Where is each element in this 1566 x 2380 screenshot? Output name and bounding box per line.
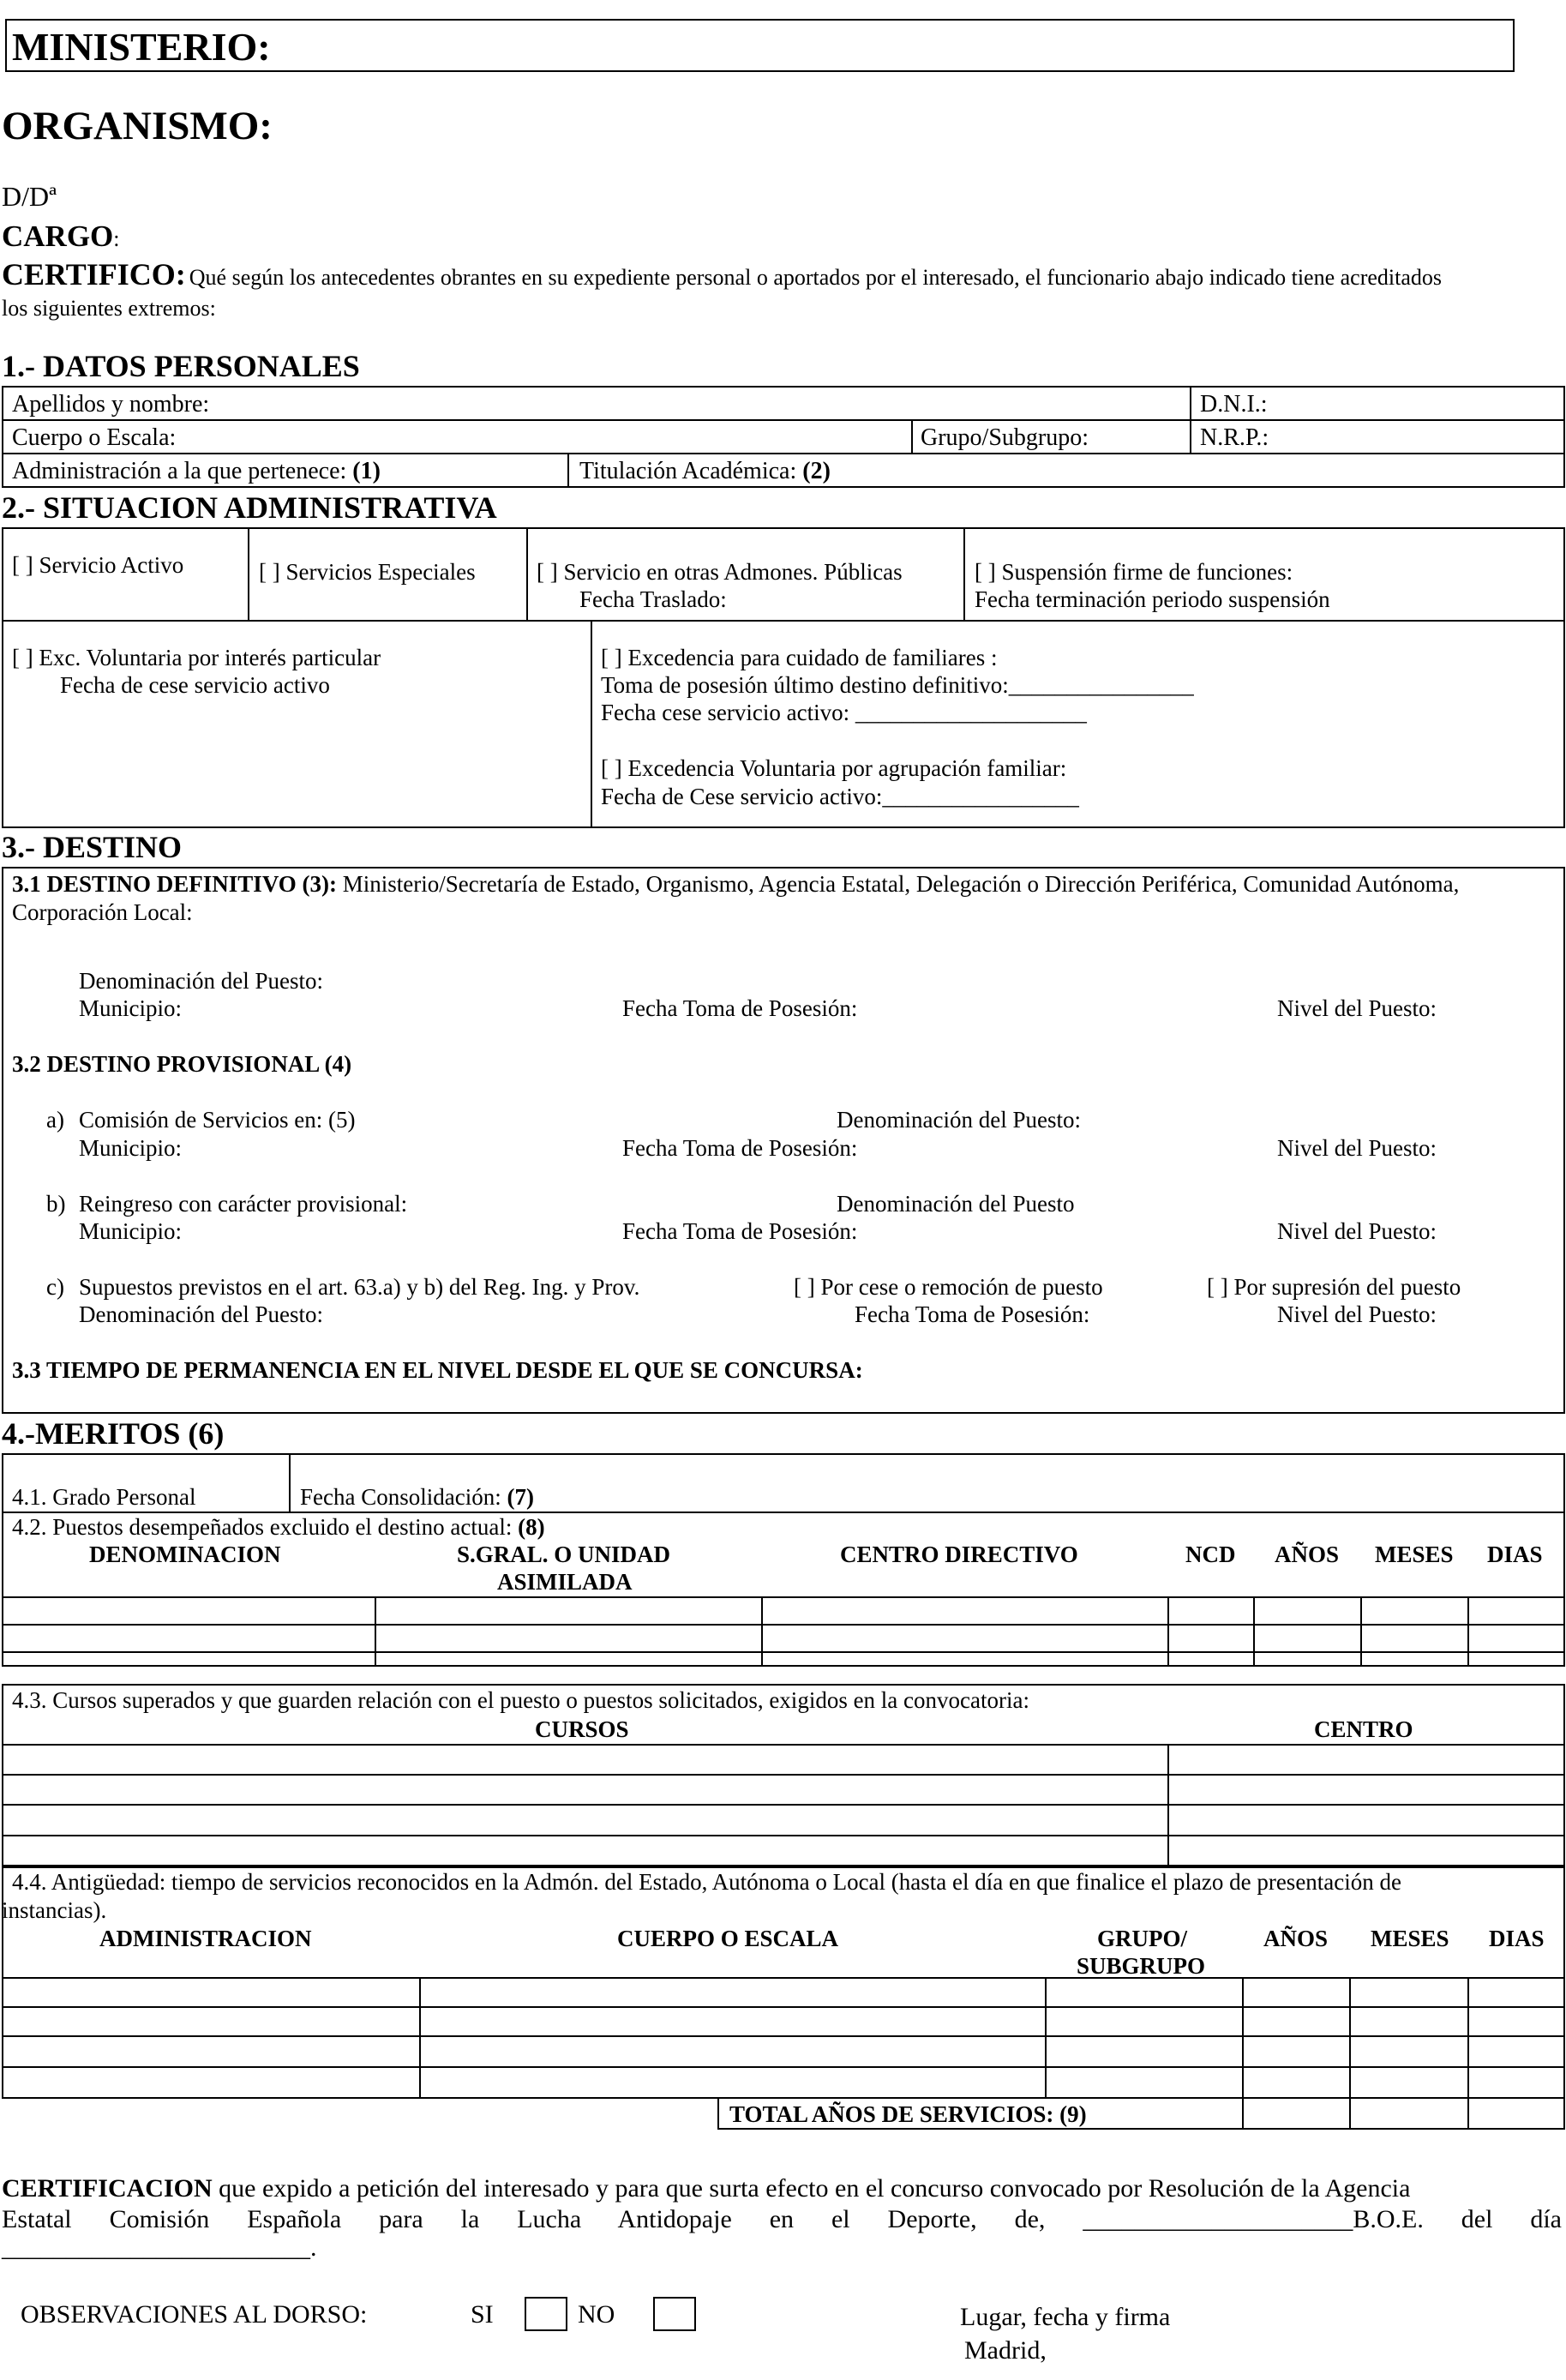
exc-familiares-option: [ ] Excedencia para cuidado de familiares : [601, 645, 998, 670]
col-meses: MESES [1375, 1542, 1454, 1567]
prov-a-comision: Comisión de Servicios en: (5) [79, 1107, 356, 1133]
certificacion-text: que expido a petición del interesado y para que surta efecto en el concurso convocado por Resolución de la Agencia [219, 2174, 1411, 2203]
puestos-note: (8) [518, 1514, 545, 1540]
prov-c-supresion-option: [ ] Por supresión del puesto [1207, 1274, 1461, 1300]
prov-a-municipio: Municipio: [79, 1135, 182, 1161]
prov-b-marker: b) [46, 1191, 66, 1217]
divider [2, 1977, 1565, 1979]
antiguedad-intro: 4.4. Antigüedad: tiempo de servicios reconocidos en la Admón. del Estado, Autónoma o Local (hasta el día en que finalice el plazo de presentación de [12, 1869, 1402, 1895]
consolidacion-label: Fecha Consolidación: [300, 1484, 501, 1510]
divider [1467, 2097, 1469, 2130]
no-checkbox[interactable] [653, 2297, 696, 2331]
nrp-field: N.R.P.: [1200, 424, 1269, 451]
ministerio-label: MINISTERIO: [12, 25, 271, 69]
prov-b-fecha-toma: Fecha Toma de Posesión: [622, 1218, 858, 1244]
prov-c-nivel: Nivel del Puesto: [1277, 1301, 1437, 1327]
cargo-word: CARGO [2, 219, 114, 253]
divider [1467, 1596, 1469, 1667]
col-denominacion: DENOMINACION [89, 1542, 281, 1567]
divider [419, 1977, 421, 2099]
antiguedad-table [2, 1866, 1565, 2099]
grupo-field: Grupo/Subgrupo: [921, 424, 1089, 451]
antiguedad-intro-2: instancias). [2, 1897, 107, 1923]
prov-c-marker: c) [46, 1274, 64, 1300]
cargo-label [2, 221, 120, 251]
certifico-text: Qué según los antecedentes obrantes en su expediente personal o aportados por el interesado, el funcionario abajo indicado tiene acreditados [189, 265, 1443, 290]
divider [1045, 1977, 1047, 2099]
destino-definitivo-line [12, 873, 1459, 896]
divider [911, 419, 913, 454]
section-1-title: 1.- DATOS PERSONALES [2, 349, 360, 383]
dni-field: D.N.I.: [1200, 391, 1268, 418]
cursos-intro: 4.3. Cursos superados y que guarden relación con el puesto o puestos solicitados, exigidos en la convocatoria: [12, 1687, 1029, 1713]
divider [1167, 1596, 1169, 1667]
prov-c-cese-option: [ ] Por cese o remoción de puesto [794, 1274, 1103, 1300]
divider [1190, 386, 1191, 454]
prov-a-fecha-toma: Fecha Toma de Posesión: [622, 1135, 858, 1161]
exc-agrupacion-cese: Fecha de Cese servicio activo:_________________ [601, 784, 1079, 809]
divider [2, 1651, 1565, 1653]
exc-voluntaria-option: [ ] Exc. Voluntaria por interés particular [12, 645, 381, 670]
col-centro: CENTRO [1314, 1716, 1413, 1742]
col-cuerpo-escala: CUERPO O ESCALA [617, 1926, 839, 1951]
prov-a-marker: a) [46, 1107, 64, 1133]
divider [567, 453, 569, 488]
puestos-title [12, 1516, 545, 1539]
destino-provisional-title: 3.2 DESTINO PROVISIONAL (4) [12, 1051, 352, 1077]
titulacion-field [579, 460, 831, 484]
divider [2, 620, 1565, 622]
destino-definitivo-title: 3.1 DESTINO DEFINITIVO (3): [12, 871, 338, 897]
certifico-text-2: los siguientes extremos: [2, 296, 216, 321]
divider [591, 620, 592, 828]
col-cursos: CURSOS [535, 1716, 629, 1742]
destino-definitivo-text-2: Corporación Local: [12, 899, 193, 925]
prov-b-denominacion: Denominación del Puesto [837, 1191, 1075, 1217]
prov-c-denominacion: Denominación del Puesto: [79, 1301, 323, 1327]
exc-agrupacion-option: [ ] Excedencia Voluntaria por agrupación familiar: [601, 755, 1067, 781]
divider [289, 1453, 291, 1513]
prov-c-fecha-toma: Fecha Toma de Posesión: [855, 1301, 1090, 1327]
apellidos-field: Apellidos y nombre: [12, 391, 210, 418]
destino-definitivo-text: Ministerio/Secretaría de Estado, Organismo, Agencia Estatal, Delegación o Dirección Periférica, Comunidad Autónoma, [342, 871, 1460, 897]
divider [2, 1624, 1565, 1626]
def-nivel: Nivel del Puesto: [1277, 995, 1437, 1021]
admin-note: (1) [352, 458, 381, 484]
col-ncd: NCD [1185, 1542, 1236, 1567]
prov-a-nivel: Nivel del Puesto: [1277, 1135, 1437, 1161]
col-dias: DIAS [1487, 1542, 1543, 1567]
def-municipio: Municipio: [79, 995, 182, 1021]
prov-b-nivel: Nivel del Puesto: [1277, 1218, 1437, 1244]
admin-field [12, 460, 381, 484]
exc-familiares-toma: Toma de posesión último destino definitivo:________________ [601, 672, 1194, 698]
divider [2, 1804, 1565, 1806]
grado-personal: 4.1. Grado Personal [12, 1484, 196, 1510]
section-3-title: 3.- DESTINO [2, 830, 183, 864]
lugar-fecha-firma: Lugar, fecha y firma [960, 2303, 1171, 2331]
total-anos-servicios: TOTAL AÑOS DE SERVICIOS: (9) [729, 2101, 1087, 2127]
puestos-label: 4.2. Puestos desempeñados excluido el destino actual: [12, 1514, 513, 1540]
divider [1253, 1596, 1255, 1667]
permanencia-title: 3.3 TIEMPO DE PERMANENCIA EN EL NIVEL DESDE EL QUE SE CONCURSA: [12, 1357, 863, 1383]
certifico-word: CERTIFICO: [2, 257, 186, 291]
prov-b-reingreso: Reingreso con carácter provisional: [79, 1191, 408, 1217]
fecha-traslado: Fecha Traslado: [579, 586, 727, 612]
titulacion-note: (2) [802, 458, 831, 484]
titulacion-label: Titulación Académica: [579, 458, 797, 484]
certificacion-line-2: Estatal Comisión Española para la Lucha Antidopaje en el Deporte, de, _____________________B.O.E. del día [2, 2205, 1562, 2233]
col-meses-2: MESES [1371, 1926, 1449, 1951]
si-label: SI [471, 2300, 494, 2329]
certificacion-word: CERTIFICACION [2, 2174, 213, 2203]
divider [2, 1596, 1565, 1598]
col-subgrupo: SUBGRUPO [1077, 1953, 1206, 1979]
col-asimilada: ASIMILADA [497, 1569, 633, 1595]
divider [2, 2006, 1565, 2008]
certificacion-line-3: ________________________. [2, 2233, 317, 2262]
divider [1349, 1977, 1351, 2099]
divider [248, 527, 249, 622]
admin-label: Administración a la que pertenece: [12, 458, 347, 484]
prov-c-supuestos: Supuestos previstos en el art. 63.a) y b) del Reg. Ing. y Prov. [79, 1274, 640, 1300]
divider [2, 1774, 1565, 1776]
section-4-title: 4.-MERITOS (6) [2, 1416, 225, 1451]
cuerpo-field: Cuerpo o Escala: [12, 424, 177, 451]
divider [1167, 1744, 1169, 1866]
divider [2, 1744, 1565, 1746]
divider [1242, 1977, 1244, 2099]
col-dias-2: DIAS [1489, 1926, 1545, 1951]
divider [1467, 1977, 1469, 2099]
consolidacion-note: (7) [507, 1484, 534, 1510]
fecha-consolidacion [300, 1486, 534, 1509]
divider [375, 1596, 376, 1667]
col-centro-directivo: CENTRO DIRECTIVO [840, 1542, 1078, 1567]
divider [761, 1596, 763, 1667]
divider [1360, 1596, 1362, 1667]
no-label: NO [578, 2300, 615, 2329]
divider [1242, 2097, 1244, 2130]
exc-voluntaria-fecha: Fecha de cese servicio activo [60, 672, 330, 698]
divider [2, 2066, 1565, 2068]
grado-table [2, 1453, 1565, 1513]
divider [2, 419, 1565, 421]
prov-a-denominacion: Denominación del Puesto: [837, 1107, 1081, 1133]
servicio-activo-option: [ ] Servicio Activo [12, 552, 184, 578]
otras-admones-option: [ ] Servicio en otras Admones. Públicas [537, 559, 903, 585]
observaciones-label: OBSERVACIONES AL DORSO: [21, 2300, 368, 2329]
col-sgral: S.GRAL. O UNIDAD [457, 1542, 671, 1567]
divider [1349, 2097, 1351, 2130]
suspension-fecha: Fecha terminación periodo suspensión [975, 586, 1330, 612]
cargo-colon: : [113, 226, 120, 251]
organismo-label: ORGANISMO: [2, 104, 273, 148]
si-checkbox[interactable] [525, 2297, 567, 2331]
divider [526, 527, 528, 622]
divider [2, 2035, 1565, 2037]
col-anos-2: AÑOS [1263, 1926, 1329, 1951]
madrid-label: Madrid, [964, 2336, 1047, 2365]
def-fecha-toma: Fecha Toma de Posesión: [622, 995, 858, 1021]
certifico-line [2, 259, 1442, 290]
col-anos: AÑOS [1275, 1542, 1340, 1567]
section-2-title: 2.- SITUACION ADMINISTRATIVA [2, 490, 497, 525]
exc-familiares-cese: Fecha cese servicio activo: ____________________ [601, 700, 1087, 725]
divider [963, 527, 965, 622]
prov-b-municipio: Municipio: [79, 1218, 182, 1244]
servicios-especiales-option: [ ] Servicios Especiales [259, 559, 476, 585]
divider [2, 1835, 1565, 1836]
dd-label: D/Dª [2, 181, 57, 212]
divider [2, 453, 1565, 454]
certificacion-line-1 [2, 2173, 1562, 2204]
def-denominacion: Denominación del Puesto: [79, 968, 323, 994]
suspension-option: [ ] Suspensión firme de funciones: [975, 559, 1293, 585]
col-administracion: ADMINISTRACION [99, 1926, 312, 1951]
col-grupo: GRUPO/ [1097, 1926, 1187, 1951]
